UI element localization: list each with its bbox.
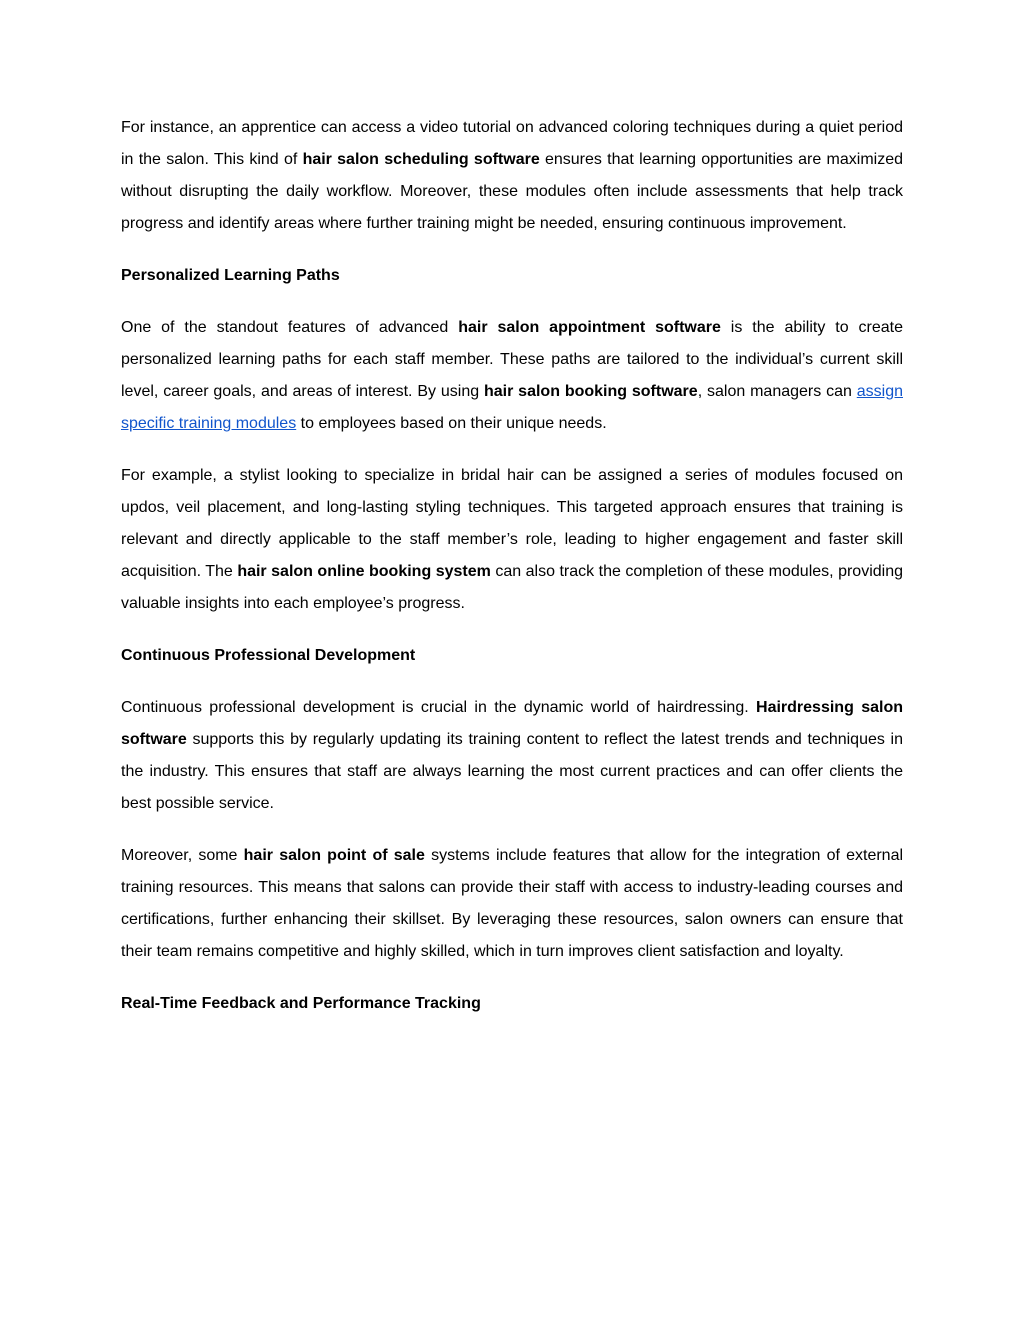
text-run: Personalized Learning Paths — [121, 267, 340, 284]
heading-real-time-feedback — [121, 988, 903, 1020]
paragraph-standout-features — [121, 312, 903, 440]
text-run: ensures that learning opportunities are maximized without disrupting the daily workflow. Moreover, these modules often include assessments that help track progress and identify areas where further training might be needed, ensuring continuous improvement. — [121, 151, 903, 232]
inline-link[interactable]: assign specific training modules — [121, 383, 903, 432]
text-run: to employees based on their unique needs. — [296, 415, 607, 432]
bold-text-run: Hairdressing salon software — [121, 699, 903, 748]
text-run: can also track the completion of these modules, providing valuable insights into each employee’s progress. — [121, 563, 904, 612]
text-run: supports this by regularly updating its training content to reflect the latest trends and techniques in the industry. This ensures that staff are always learning the most current practices and can offer clients the best possible service. — [121, 731, 903, 812]
bold-text-run: hair salon appointment software — [458, 319, 721, 336]
heading-continuous-professional-development — [121, 640, 903, 672]
text-run: systems include features that allow for the integration of external training resources. This means that salons can provide their staff with access to industry-leading courses and certifications, further enhancing their skillset. By leveraging these resources, salon owners can ensure that their team remains competitive and highly skilled, which in turn improves client satisfaction and loyalty. — [121, 847, 904, 960]
paragraph-point-of-sale-integration — [121, 840, 903, 968]
text-run: , salon managers can — [697, 383, 857, 400]
bold-text-run: hair salon scheduling software — [302, 151, 540, 168]
text-run: For instance, an apprentice can access a video tutorial on advanced coloring techniques during a quiet period in the salon. This kind of — [121, 119, 903, 168]
bold-text-run: hair salon booking software — [483, 383, 698, 400]
text-run: is the ability to create personalized learning paths for each staff member. These paths are tailored to the individual’s current skill level, career goals, and areas of interest. By using — [121, 319, 904, 400]
heading-personalized-learning-paths — [121, 260, 903, 292]
text-run: For example, a stylist looking to specialize in bridal hair can be assigned a series of modules focused on updos, veil placement, and long-lasting styling techniques. This targeted approach ensures that training is relevant and directly applicable to the staff member’s role, leading to higher engagement and faster skill acquisition. The — [121, 467, 903, 580]
bold-text-run: hair salon point of sale — [243, 847, 425, 864]
text-run: One of the standout features of advanced — [121, 319, 459, 336]
text-run: Moreover, some — [121, 847, 244, 864]
text-run: Real-Time Feedback and Performance Tracking — [121, 995, 481, 1012]
text-run: Continuous Professional Development — [121, 647, 416, 664]
bold-text-run: hair salon online booking system — [237, 563, 491, 580]
paragraph-bridal-hair-example — [121, 460, 903, 620]
text-run: Continuous professional development is crucial in the dynamic world of hairdressing. — [121, 699, 757, 716]
document-body — [121, 112, 903, 1020]
paragraph-apprentice-video-tutorial — [121, 112, 903, 240]
paragraph-continuous-development — [121, 692, 903, 820]
